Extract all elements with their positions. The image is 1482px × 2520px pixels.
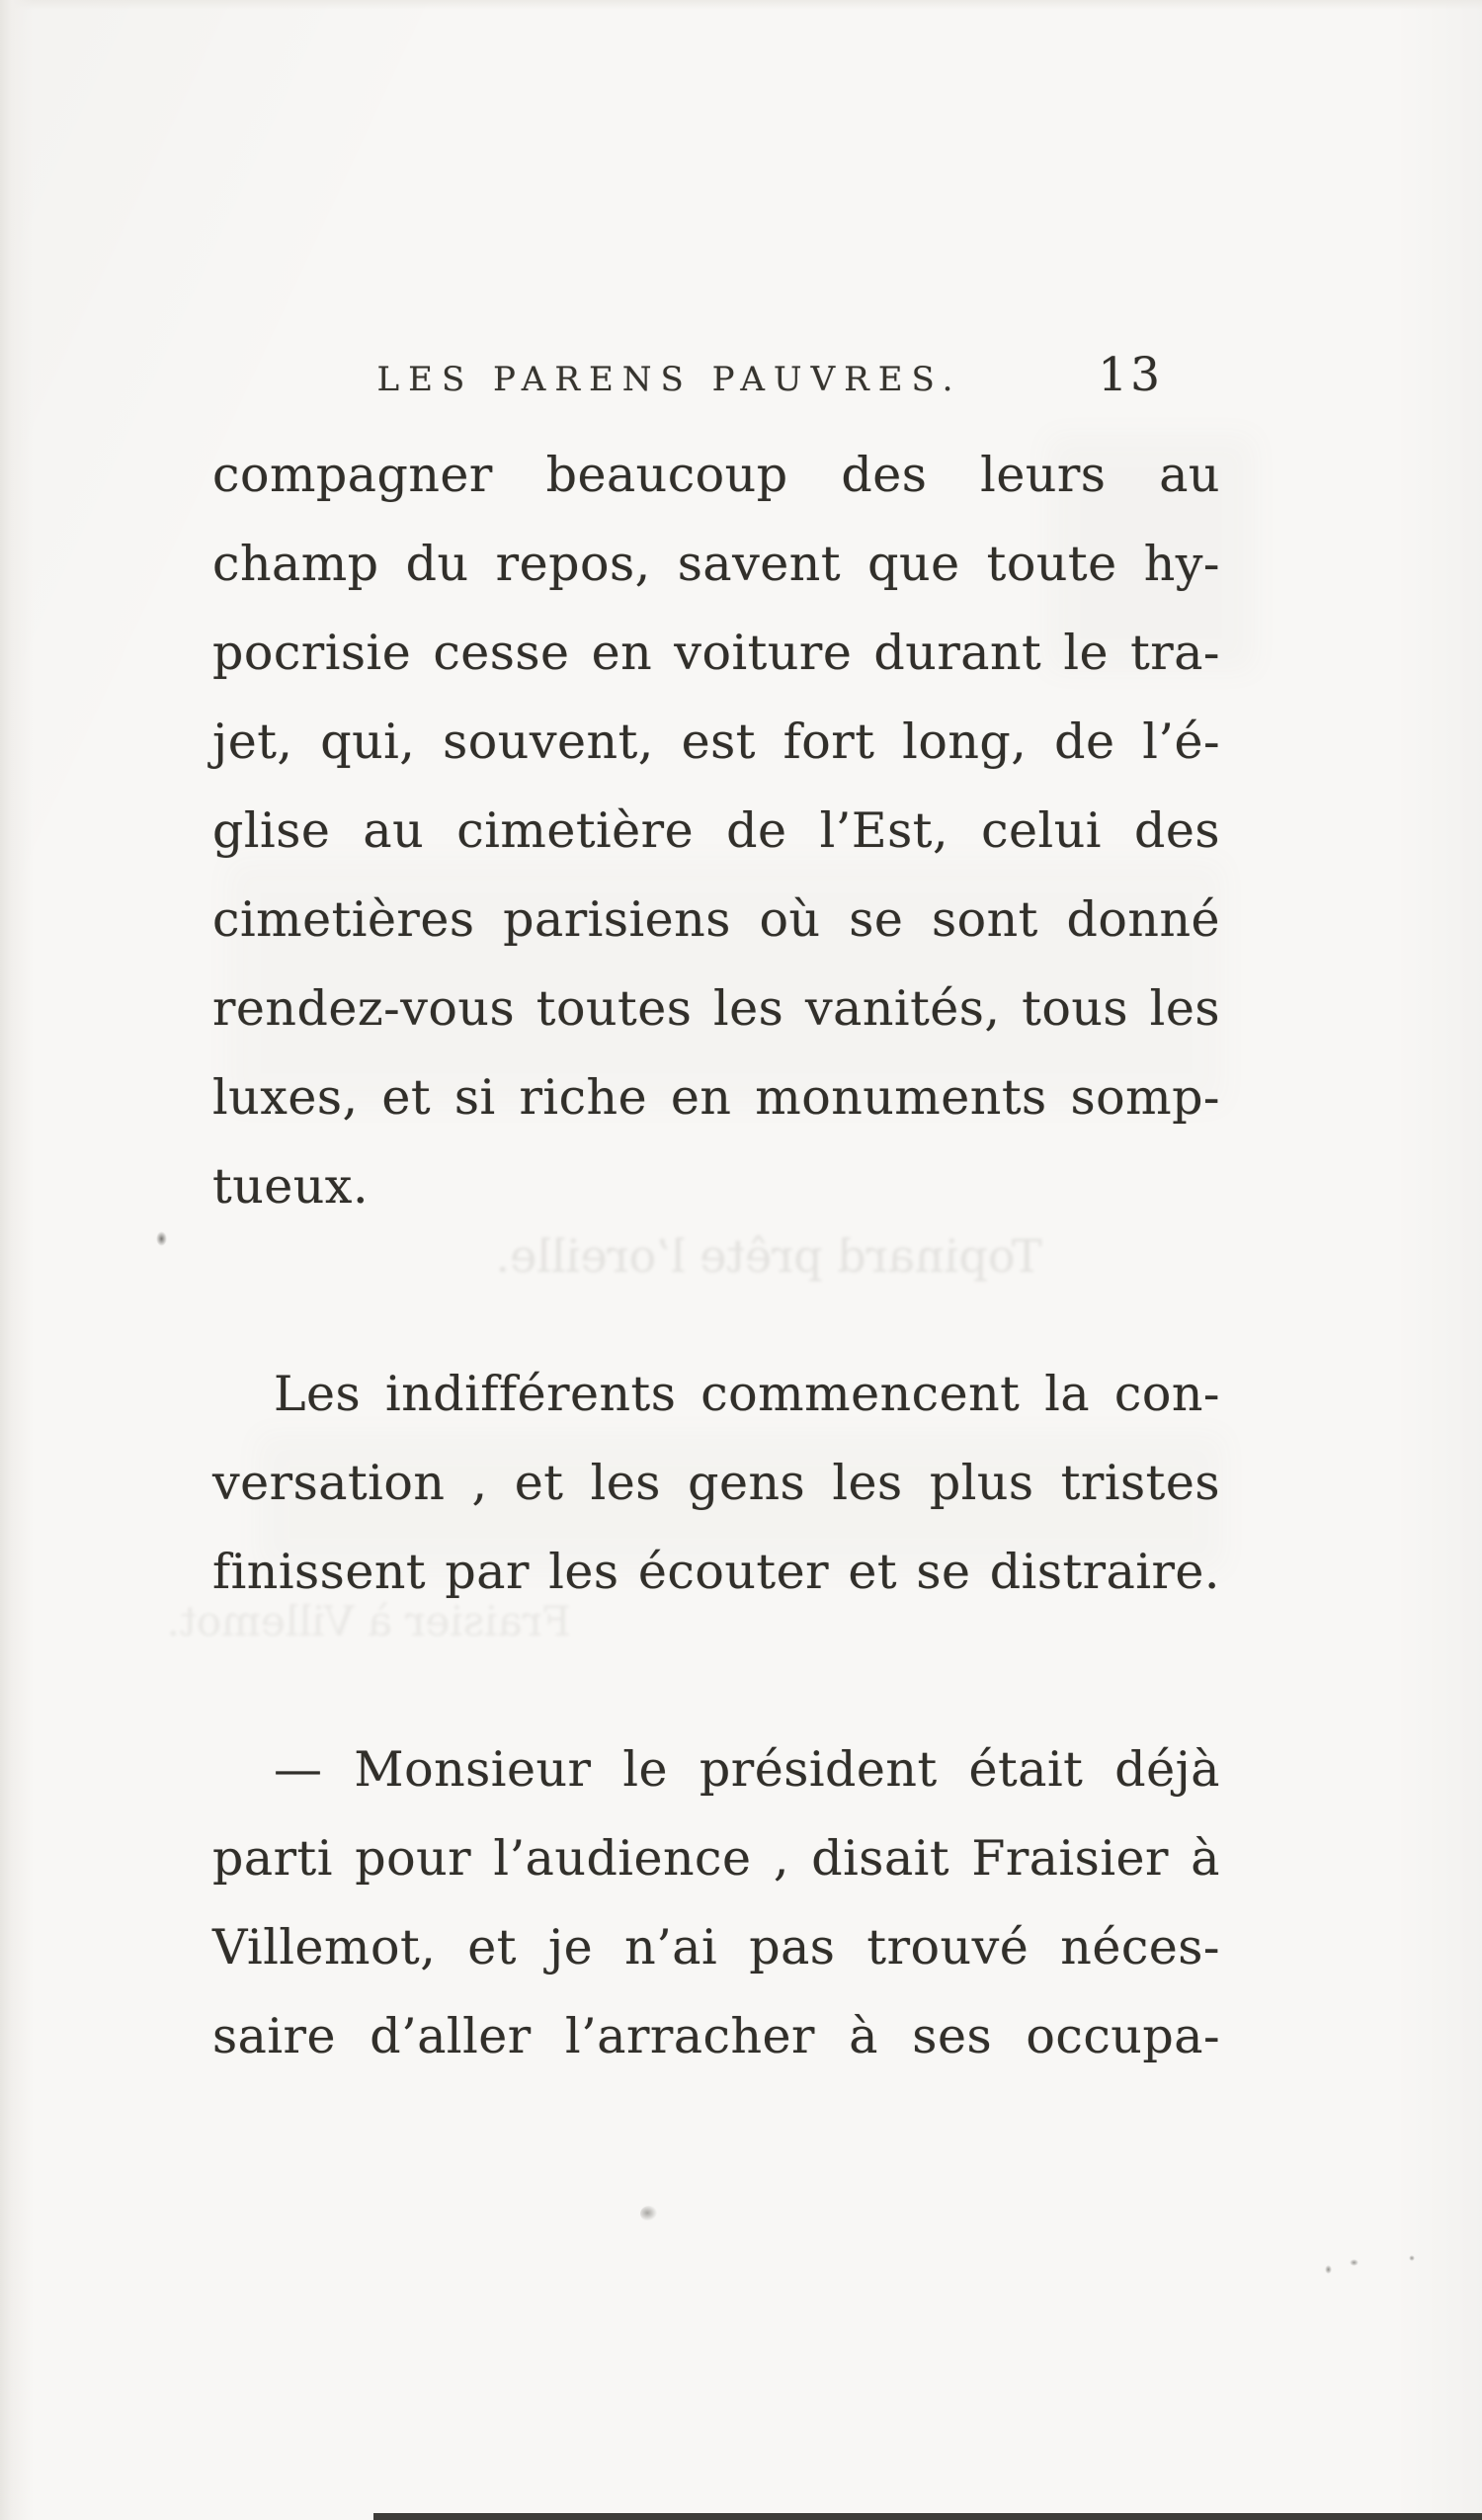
bleedthrough-text-1: Topinard prête l’oreille. xyxy=(495,1229,1042,1283)
scan-bottom-bar xyxy=(373,2513,1482,2520)
bleedthrough-text-2: Fraisier à Villemot. xyxy=(166,1597,571,1645)
text-line: pocrisie cesse en voiture durant le tra- xyxy=(212,625,1220,681)
text-line: saire d’aller l’arracher à ses occupa- xyxy=(212,2008,1220,2064)
text-line: rendez-vous toutes les vanités, tous les xyxy=(212,980,1220,1037)
text-line: Villemot, et je n’ai pas trouvé néces- xyxy=(212,1919,1220,1975)
text-line: compagner beaucoup des leurs au xyxy=(212,447,1220,503)
text-line: parti pour l’audience , disait Fraisier à xyxy=(212,1830,1220,1887)
ink-speck xyxy=(1350,2259,1358,2266)
paragraph-1 xyxy=(212,431,1220,1231)
text-line: tueux. xyxy=(212,1158,370,1215)
text-line: luxes, et si riche en monuments somp- xyxy=(212,1069,1220,1126)
scan-edge-top xyxy=(0,0,1482,10)
page-number: 13 xyxy=(1098,348,1163,402)
text-line: cimetières parisiens où se sont donné xyxy=(212,891,1220,948)
scan-edge-left xyxy=(0,0,34,2520)
text-line: — Monsieur le président était déjà xyxy=(274,1741,1220,1798)
text-line: finissent par les écouter et se distraire. xyxy=(212,1544,1220,1600)
ink-speck xyxy=(1325,2265,1332,2274)
text-line: Les indifférents commencent la con- xyxy=(274,1366,1220,1422)
running-header xyxy=(212,348,1220,407)
text-line: champ du repos, savent que toute hy- xyxy=(212,536,1220,592)
text-line: glise au cimetière de l’Est, celui des xyxy=(212,802,1220,859)
ink-speck xyxy=(640,2206,658,2222)
paragraph-2 xyxy=(212,1350,1220,1617)
text-line: versation , et les gens les plus tristes xyxy=(212,1455,1220,1511)
ink-speck xyxy=(1409,2255,1415,2261)
ink-speck xyxy=(156,1231,167,1246)
header-title: LES PARENS PAUVRES. xyxy=(376,360,962,399)
paragraph-3 xyxy=(212,1725,1220,2081)
text-line: jet, qui, souvent, est fort long, de l’é- xyxy=(212,714,1220,770)
